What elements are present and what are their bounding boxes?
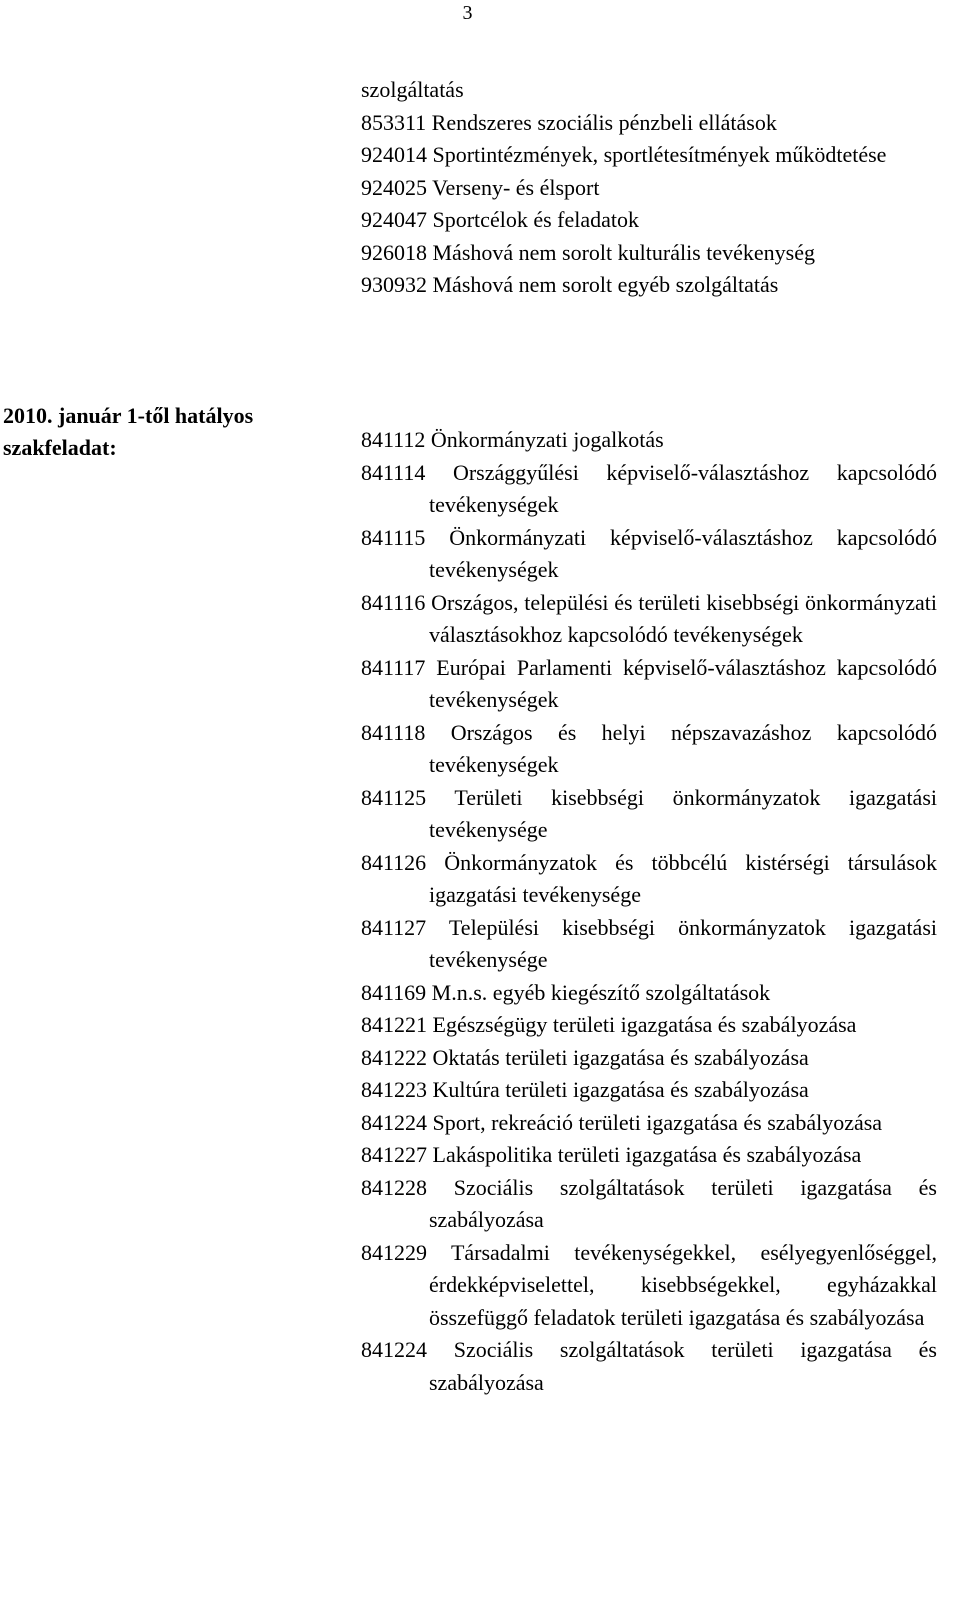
page-number: 3 [462,2,473,24]
activity-list-2010 [361,424,937,1399]
list-item: 841223 Kultúra területi igazgatása és szabályozása [361,1077,809,1102]
list-item: 841125 Területi kisebbségi önkormányzatok igazgatási tevékenysége [361,784,937,842]
list-item: 853311 Rendszeres szociális pénzbeli ellátások [361,109,777,135]
list-item: 841116 Országos, települési és területi kisebbségi önkormányzati választásokhoz kapcsolódó tevékenységek [361,589,937,647]
list-item: 841221 Egészségügy területi igazgatása és szabályozása [361,1012,857,1037]
list-item: 841227 Lakáspolitika területi igazgatása és szabályozása [361,1142,862,1167]
list-item: 841222 Oktatás területi igazgatása és szabályozása [361,1044,809,1070]
list-item: 841228 Szociális szolgáltatások területi igazgatása és szabályozása [361,1174,937,1232]
list-item: 841118 Országos és helyi népszavazáshoz kapcsolódó tevékenységek [361,719,937,777]
effective-date-label-line1: 2010. január 1-től hatályos [3,403,254,428]
list-item: 841114 Országgyűlési képviselő-választáshoz kapcsolódó tevékenységek [361,459,937,517]
list-item: 926018 Máshová nem sorolt kulturális tevékenység [361,239,815,265]
list-item: 841229 Társadalmi tevékenységekkel, esélyegyenlőséggel, érdekképviselettel, kisebbségekkel, egyházakkal összefüggő feladatok területi igazgatása és szabályozása [361,1239,937,1330]
activity-list-previous [361,74,937,302]
effective-date-label [3,400,343,464]
list-item: 924025 Verseny- és élsport [361,174,600,200]
list-item: 841169 M.n.s. egyéb kiegészítő szolgáltatások [361,979,771,1005]
list-item: 924014 Sportintézmények, sportlétesítmények működtetése [361,142,887,167]
list-item: szolgáltatás [361,77,464,102]
list-item: 930932 Máshová nem sorolt egyéb szolgáltatás [361,272,779,297]
list-item: 841117 Európai Parlamenti képviselő-választáshoz kapcsolódó tevékenységek [361,654,937,712]
list-item: 841126 Önkormányzatok és többcélú kistérségi társulások igazgatási tevékenysége [361,849,937,907]
effective-date-label-line2: szakfeladat: [3,435,117,460]
list-item: 841115 Önkormányzati képviselő-választáshoz kapcsolódó tevékenységek [361,524,937,582]
list-item: 841127 Települési kisebbségi önkormányzatok igazgatási tevékenysége [361,914,937,972]
list-item: 841112 Önkormányzati jogalkotás [361,427,664,452]
list-item: 924047 Sportcélok és feladatok [361,207,639,232]
list-item: 841224 Szociális szolgáltatások területi igazgatása és szabályozása [361,1337,937,1395]
list-item: 841224 Sport, rekreáció területi igazgatása és szabályozása [361,1109,883,1135]
